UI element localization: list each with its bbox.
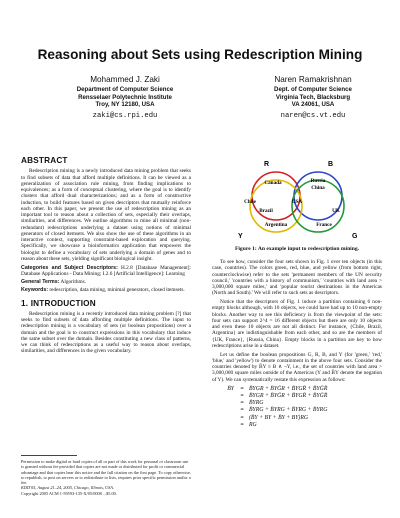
body-paragraph: Notice that the descriptors of Fig. 1 induce a partition containing 6 non-empty blocks although, with 10 objects, we could have had up to 10 non-empty blocks. Another way to see this deficiency is from the viewpoint of the sets: four sets can support 2^4 = 16 different objects but there are only 10 objects and even these 10 objects are not all distinct. For instance, {Chile, Brazil, Argentina} are indistinguishable from each other, and so are the members of {UK, France}, {Russia, China}. Empty blocks in a partition are key to how redescriptions arise in a dataset. xyxy=(212,299,382,349)
intro-heading: 1. INTRODUCTION xyxy=(21,298,96,308)
equation-rel: ≡ xyxy=(240,392,244,399)
label-R: R xyxy=(264,161,270,168)
venn-figure xyxy=(218,154,378,240)
footnote-copyright: Copyright 2005 ACM 1-59593-135-X/05/0008 ...$5.00. xyxy=(21,490,117,496)
equation-rhs: B̄YRG + B̄YRG + B̄YRG + B̄YRG xyxy=(249,407,328,414)
terms-label: General Terms: xyxy=(21,279,60,285)
country-label: USA xyxy=(291,199,303,205)
author-affiliation-line: Troy, NY 12180, USA xyxy=(95,101,155,109)
terms-line xyxy=(21,279,191,285)
equation-row xyxy=(212,422,382,429)
terms-text: Algorithms. xyxy=(60,279,86,285)
equation-rel: ≡ xyxy=(240,400,244,407)
equation-lhs xyxy=(212,422,238,429)
author-block-1 xyxy=(40,75,210,120)
country-label: Argentina xyxy=(264,222,288,228)
categories-text: H.2.8 [Database Management]: Database Applications - Data Mining; I.2.6 [Artificial Intelligence]: Learning xyxy=(21,264,192,277)
categories-label: Categories and Subject Descriptors: xyxy=(21,264,118,271)
country-label: UK xyxy=(332,208,340,214)
author-affiliation-line: VA 24061, USA xyxy=(291,101,335,109)
equation-lhs: B̄Y xyxy=(227,385,234,392)
keywords-text: redescription, data mining, minimal generators, closed itemsets. xyxy=(49,287,185,294)
categories-line xyxy=(21,265,191,278)
country-label: Russia xyxy=(310,178,326,184)
abstract-text: Redescription mining is a newly introduced data mining problem that seeks to find subsets of data that afford multiple definitions. It can be viewed as a generalization of association rule mining, from finding implications to equivalences; as a form of conceptual clustering, where the goal is to identify clusters that afford dual characterizations; and as a form of constructive induction, to build features based on given descriptors that mutually reinforce each other. In this paper, we present the use of redescription mining as an important tool to reason about a collection of sets, especially their overlaps, similarities, and differences. We outline algorithms to mine all minimal (non-redundant) redescriptions underlying a dataset using notions of minimal generators of closed itemsets. We also show the use of these algorithms in an interactive context, supporting constraint-based exploration and querying. Specifically, we showcase a bioinformatics application that empowers the biologist to define a vocabulary of sets underlying a domain of genes and to reason about these sets, yielding significant biological insight. xyxy=(21,168,191,262)
equation-rel: ≡ xyxy=(240,385,244,392)
label-B: B xyxy=(328,161,334,168)
equation-rhs: (B̄Y + BY + B̄Y + BY)RG xyxy=(249,414,309,421)
author-affiliation-line: Department of Computer Science xyxy=(76,86,174,93)
abstract-heading: ABSTRACT xyxy=(21,156,68,165)
footnote-rule xyxy=(21,455,77,456)
equation-rhs: B̄YGR + B̄YḠR + B̄YGR̄ + B̄YḠR̄ xyxy=(249,385,328,392)
equation-row xyxy=(212,415,382,422)
label-G: G xyxy=(352,233,358,240)
equation-rel: ≡ xyxy=(240,421,244,428)
country-label: China xyxy=(311,185,325,191)
author-affiliation-line: Rensselaer Polytechnic Institute xyxy=(78,93,172,101)
paper-title: Reasoning about Sets using Redescription Mining xyxy=(37,47,363,62)
intro-text: Redescription mining is a recently introduced data mining problem [?] that seeks to find subsets of data affording multiple definitions. The input to redescription mining is a vocabulary of sets (or boolean propositions) over a domain and the goal is to construct expressions in this vocabulary that induce the same subset over the domain. Besides constituting a new class of patterns, we can think of redescriptions as a useful way to reason about overlaps, similarities, and differences in the given vocabulary. xyxy=(21,310,191,355)
right-column-body xyxy=(212,259,382,429)
equation-block xyxy=(212,386,382,429)
equation-lhs xyxy=(212,393,238,400)
author-name: Naren Ramakrishnan xyxy=(274,75,352,84)
equation-row xyxy=(212,386,382,393)
equation-rel: ≡ xyxy=(240,414,244,421)
equation-row xyxy=(212,393,382,400)
country-label: France xyxy=(316,222,332,228)
equation-rhs: B̄YGR + B̄YḠR + B̄YGR̄ + B̄YḠR̄ xyxy=(249,392,328,399)
country-label: Chile xyxy=(244,199,256,205)
keywords-label: Keywords: xyxy=(21,287,49,294)
left-column xyxy=(21,158,191,357)
equation-row xyxy=(212,407,382,414)
figure-caption: Figure 1: An example input to redescription mining. xyxy=(234,246,360,252)
equation-lhs xyxy=(212,400,238,407)
country-label: Brazil xyxy=(259,208,273,214)
keywords-line xyxy=(21,287,191,293)
author-email: zaki@cs.rpi.edu xyxy=(92,111,158,120)
footnote-permission: Permission to make digital or hard copies of all or part of this work for personal or classroom use is granted without fee provided that copies are not made or distributed for profit or commercial advantage and that copies bear this notice and the full citation on the first page. To copy otherwise, to republish, to post on servers or to redistribute to lists, requires prior specific permission and/or a fee. xyxy=(21,459,191,486)
copyright-footnote xyxy=(21,455,191,496)
body-paragraph: Let us define the boolean propositions G, R, B, and Y (for 'green,' 'red,' 'blue,' and 'yellow') to denote containment in the above four sets. Consider the countries denoted by B̄Y ≡ B ∧ ¬Y, i.e., the set of countries with land area > 3,000,000 square miles outside of the Americas (Y and B̄Y denote the negation of Y). We can systematically restate this expression as follows: xyxy=(212,351,382,383)
author-email: naren@cs.vt.edu xyxy=(280,111,346,120)
equation-lhs xyxy=(212,415,238,422)
equation-rhs: B̄YRG xyxy=(249,400,264,407)
body-paragraph: To see how, consider the four sets shown in Fig. 1 over ten objects (in this case, countries). The colors green, red, blue, and yellow (from bottom right, counterclockwise) refer to the sets 'permanent members of the UN security council,' 'countries with a history of communism,' 'countries with land area > 3,000,000 square miles,' and 'popular tourist destinations in the Americas (North and South).' We will refer to such sets as descriptors. xyxy=(212,259,382,297)
author-block-2 xyxy=(228,75,398,120)
label-Y: Y xyxy=(238,233,243,240)
equation-rhs: RG xyxy=(249,421,257,428)
equation-lhs xyxy=(212,407,238,414)
author-affiliation-line: Dept. of Computer Science xyxy=(274,86,352,93)
venn-diagram xyxy=(218,154,378,240)
author-name: Mohammed J. Zaki xyxy=(90,75,160,84)
country-label: Canada xyxy=(264,180,282,186)
footnote-venue: KDD'05, August 21–24, 2005, Chicago, Illinois, USA. xyxy=(21,485,114,491)
equation-rel: ≡ xyxy=(240,407,244,414)
author-affiliation-line: Virginia Tech, Blacksburg xyxy=(275,93,351,101)
